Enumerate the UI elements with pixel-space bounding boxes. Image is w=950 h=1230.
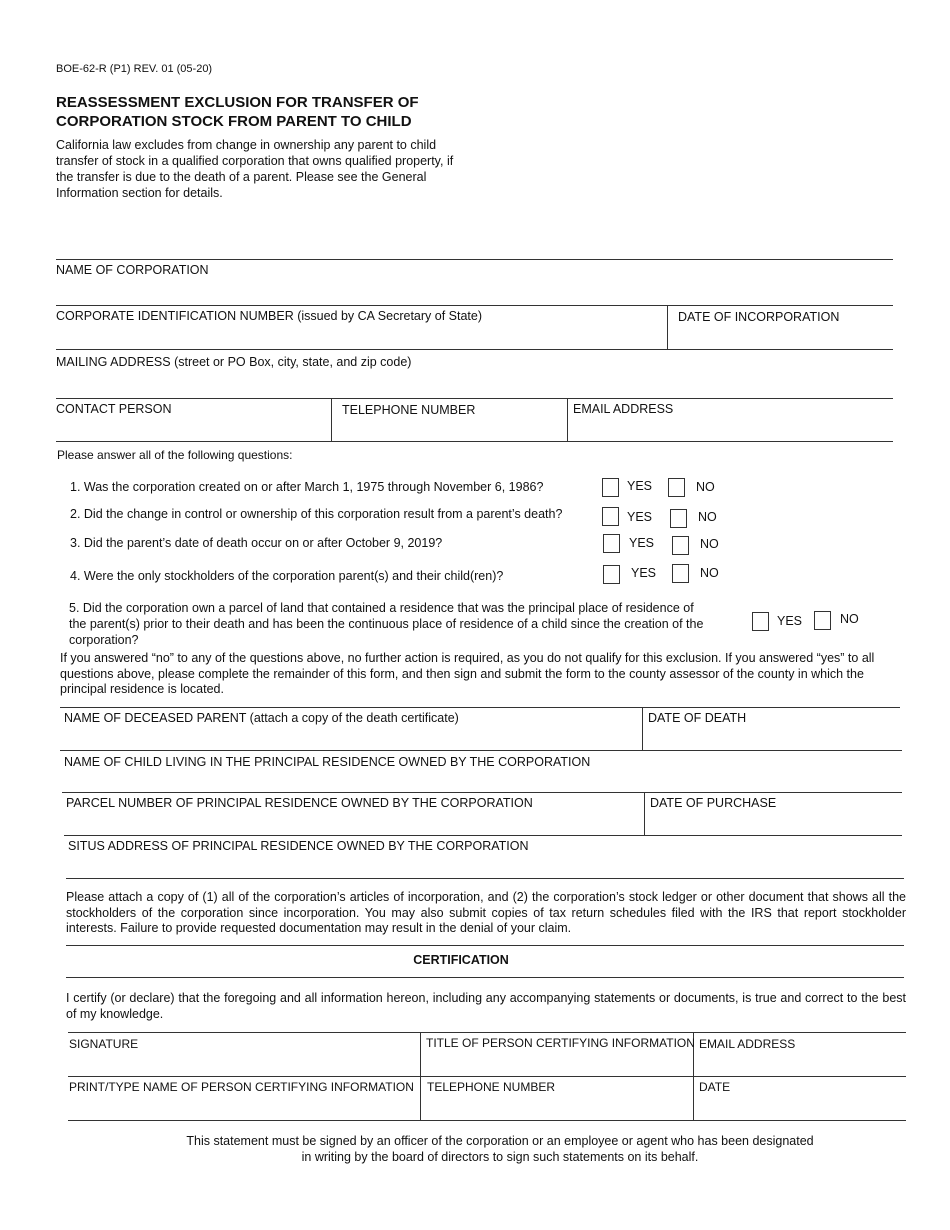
divider <box>66 945 904 946</box>
q1-no-label: NO <box>696 480 715 494</box>
q3-no-checkbox[interactable] <box>672 536 689 555</box>
q1-no-checkbox[interactable] <box>668 478 685 497</box>
certifier-phone-field[interactable] <box>424 1095 689 1118</box>
question-5-line-2: the parent(s) prior to their death and has been the continuous place of residence of a child since the creation of the <box>69 617 704 631</box>
q1-yes-checkbox[interactable] <box>602 478 619 497</box>
corporation-name-field[interactable] <box>56 275 893 303</box>
footer-line-1: This statement must be signed by an officer of the corporation or an employee or agent who has been designated <box>186 1134 814 1148</box>
mailing-address-field[interactable] <box>56 370 893 397</box>
contact-person-label: CONTACT PERSON <box>56 402 172 416</box>
situs-address-label: SITUS ADDRESS OF PRINCIPAL RESIDENCE OWNED BY THE CORPORATION <box>68 839 529 853</box>
q2-no-checkbox[interactable] <box>670 509 687 528</box>
q4-no-checkbox[interactable] <box>672 564 689 583</box>
date-of-purchase-field[interactable] <box>648 811 900 833</box>
question-4: 4. Were the only stockholders of the corporation parent(s) and their child(ren)? <box>70 569 504 583</box>
divider <box>68 1032 906 1033</box>
divider <box>64 835 902 836</box>
q3-yes-checkbox[interactable] <box>603 534 620 553</box>
question-5-line-1: 5. Did the corporation own a parcel of land that contained a residence that was the principal place of residence of <box>69 601 694 615</box>
form-number: BOE-62-R (P1) REV. 01 (05-20) <box>56 63 213 75</box>
divider <box>567 398 568 442</box>
q5-yes-label: YES <box>777 614 803 628</box>
question-5-line-3: corporation? <box>69 633 139 647</box>
date-field[interactable] <box>697 1095 905 1118</box>
attachment-note: Please attach a copy of (1) all of the corporation’s articles of incorporation, and (2) the corporation’s stock ledger or other document that shows all the stockholders of the corporation since incorporation. You may also submit copies of tax return schedules filed with the IRS that report stockholder interests. Failure to provide requested documentation may result in the denial of your claim. <box>66 890 906 935</box>
deceased-parent-field[interactable] <box>62 726 638 748</box>
corporate-id-field[interactable] <box>56 323 661 347</box>
question-2: 2. Did the change in control or ownership of this corporation result from a parent’s death? <box>70 507 563 521</box>
intro-paragraph: California law excludes from change in ownership any parent to child transfer of stock in a qualified corporation that owns qualified property, if the transfer is due to the death of a parent. Please see the General Information section for details. <box>56 138 454 200</box>
q5-no-checkbox[interactable] <box>814 611 831 630</box>
footer-line-2: in writing by the board of directors to sign such statements on its behalf. <box>301 1150 699 1164</box>
date-label: DATE <box>699 1080 731 1094</box>
date-of-purchase-label: DATE OF PURCHASE <box>650 796 777 810</box>
question-3: 3. Did the parent’s date of death occur on or after October 9, 2019? <box>70 536 443 550</box>
divider <box>644 792 645 835</box>
q2-yes-checkbox[interactable] <box>602 507 619 526</box>
deceased-parent-label: NAME OF DECEASED PARENT (attach a copy of the death certificate) <box>64 711 459 725</box>
contact-person-field[interactable] <box>56 417 328 440</box>
title-line-2: CORPORATION STOCK FROM PARENT TO CHILD <box>56 113 412 130</box>
q1-yes-label: YES <box>627 479 653 493</box>
date-of-death-field[interactable] <box>646 726 899 748</box>
certifier-phone-label: TELEPHONE NUMBER <box>427 1080 556 1094</box>
instructions-paragraph: If you answered “no” to any of the questions above, no further action is required, as you do not qualify for this exclusion. If you answered “yes” to all questions above, please complete the remainder of this form, and then sign and submit the form to the county assessor of the county in which the principal residence is located. <box>60 651 875 696</box>
q4-no-label: NO <box>700 566 719 580</box>
footer-note <box>150 1133 850 1165</box>
corporation-name-label: NAME OF CORPORATION <box>56 263 209 277</box>
certification-heading: CERTIFICATION <box>413 953 509 967</box>
divider <box>56 305 893 306</box>
parcel-number-field[interactable] <box>64 811 640 833</box>
divider <box>642 707 643 750</box>
incorporation-date-field[interactable] <box>672 324 892 347</box>
divider <box>60 750 902 751</box>
question-1: 1. Was the corporation created on or after March 1, 1975 through November 6, 1986? <box>70 480 544 494</box>
mailing-address-label: MAILING ADDRESS (street or PO Box, city, state, and zip code) <box>56 355 412 369</box>
divider <box>56 441 893 442</box>
title-line-1: REASSESSMENT EXCLUSION FOR TRANSFER OF <box>56 94 419 111</box>
q5-yes-checkbox[interactable] <box>752 612 769 631</box>
divider <box>66 878 904 879</box>
q3-no-label: NO <box>700 537 719 551</box>
print-name-field[interactable] <box>68 1095 416 1118</box>
divider <box>66 977 904 978</box>
telephone-field[interactable] <box>335 417 564 440</box>
q2-no-label: NO <box>698 510 717 524</box>
q4-yes-checkbox[interactable] <box>603 565 620 584</box>
q5-no-label: NO <box>840 612 859 626</box>
questions-intro: Please answer all of the following questions: <box>57 448 293 462</box>
form-title <box>56 93 486 131</box>
signature-field[interactable] <box>68 1051 416 1074</box>
child-name-label: NAME OF CHILD LIVING IN THE PRINCIPAL RESIDENCE OWNED BY THE CORPORATION <box>64 755 591 769</box>
q2-yes-label: YES <box>627 510 653 524</box>
divider <box>56 349 893 350</box>
child-name-field[interactable] <box>62 770 900 791</box>
date-of-death-label: DATE OF DEATH <box>648 711 747 725</box>
question-5 <box>69 600 749 648</box>
incorporation-date-label: DATE OF INCORPORATION <box>678 310 840 324</box>
certifier-title-label: TITLE OF PERSON CERTIFYING INFORMATION <box>426 1036 695 1050</box>
corporate-id-label: CORPORATE IDENTIFICATION NUMBER (issued by CA Secretary of State) <box>56 309 483 323</box>
situs-address-field[interactable] <box>66 854 902 876</box>
divider <box>62 792 902 793</box>
certifier-title-field[interactable] <box>424 1051 689 1074</box>
divider <box>667 305 668 349</box>
divider <box>60 707 900 708</box>
certification-statement: I certify (or declare) that the foregoing and all information hereon, including any accompanying statements or documents, is true and correct to the best of my knowledge. <box>66 991 906 1021</box>
telephone-label: TELEPHONE NUMBER <box>342 403 476 417</box>
divider <box>331 398 332 442</box>
email-label: EMAIL ADDRESS <box>573 402 674 416</box>
certifier-email-field[interactable] <box>697 1051 905 1074</box>
certifier-email-label: EMAIL ADDRESS <box>699 1037 796 1051</box>
email-field[interactable] <box>571 417 892 440</box>
divider <box>56 259 893 260</box>
signature-label: SIGNATURE <box>69 1037 139 1051</box>
divider <box>56 398 893 399</box>
print-name-label: PRINT/TYPE NAME OF PERSON CERTIFYING INFORMATION <box>69 1080 414 1094</box>
q3-yes-label: YES <box>629 536 655 550</box>
divider <box>68 1120 906 1121</box>
divider <box>68 1076 906 1077</box>
parcel-number-label: PARCEL NUMBER OF PRINCIPAL RESIDENCE OWNED BY THE CORPORATION <box>66 796 533 810</box>
q4-yes-label: YES <box>631 566 657 580</box>
